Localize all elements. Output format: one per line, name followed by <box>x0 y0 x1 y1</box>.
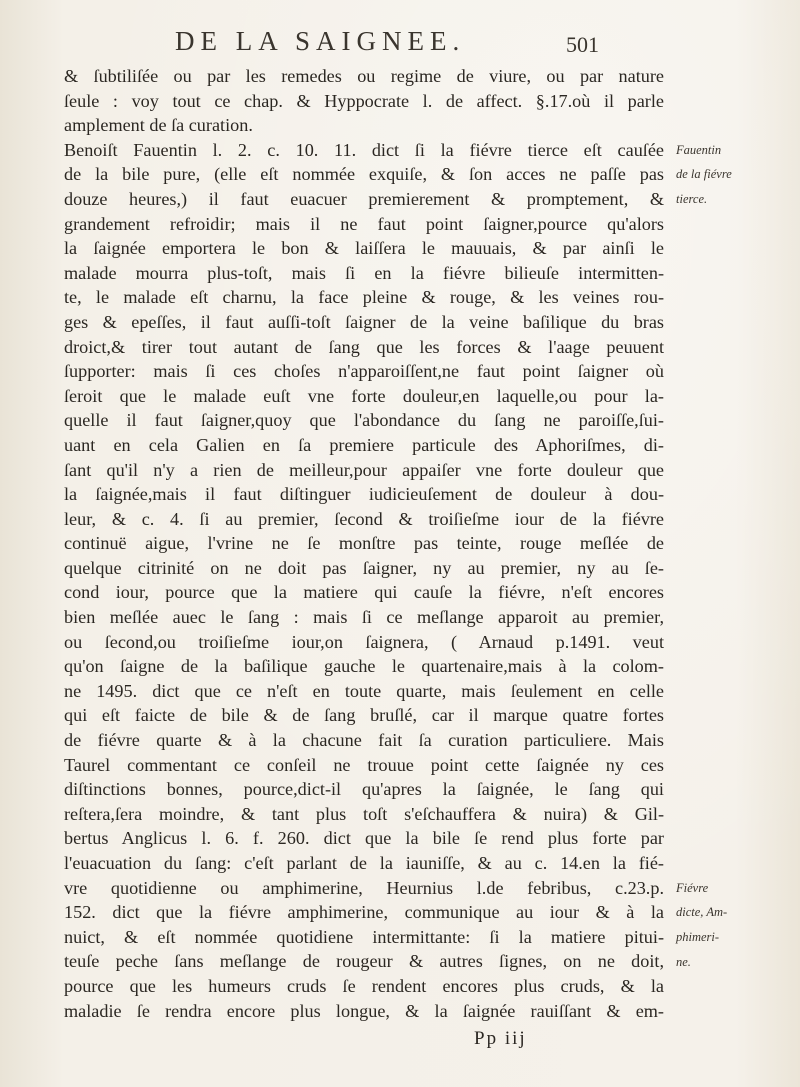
text-line: pource que les humeurs cruds ſe rendent encores plus cruds, & la <box>64 975 664 996</box>
page-header <box>0 22 800 62</box>
margin-note: de la fiévre <box>676 167 732 182</box>
text-line: grandement refroidir; mais il ne faut point ſaigner,pource qu'alors <box>64 213 664 234</box>
margin-note: phimeri- <box>676 930 720 944</box>
margin-note: ne. <box>676 954 691 969</box>
text-line: Taurel commentant ce conſeil ne trouue point cette ſaignée ny ces <box>64 754 664 775</box>
running-title: DE LA SAIGNEE. <box>175 26 466 56</box>
page-number: 501 <box>566 32 599 57</box>
text-line: droict,& tirer tout autant de ſang que les forces & l'aage peuuent <box>64 336 664 357</box>
text-line: 152. dict que la fiévre amphimerine, communique au iour & à la <box>64 902 664 923</box>
margin-note: tierce. <box>676 192 708 206</box>
text-line: reſtera,ſera moindre, & tant plus toſt s'eſchauffera & nuira) & Gil- <box>64 803 664 824</box>
margin-note: Fauentin <box>676 142 722 157</box>
text-line: continuë aigue, l'vrine ne ſe monſtre pas teinte, rouge meſlée de <box>64 533 664 554</box>
text-line: te, le malade eſt charnu, la face pleine & rouge, & les veines rou- <box>64 287 664 308</box>
margin-note: dicte, Am- <box>676 905 728 920</box>
text-line: bien meſlée auec le ſang : mais ſi ce meſlange apparoit au premier, <box>64 607 664 628</box>
text-line: teuſe peche ſans meſlange de rougeur & autres ſignes, on ne doit, <box>64 951 664 972</box>
text-line: bertus Anglicus l. 6. f. 260. dict que la bile ſe rend plus forte par <box>64 828 664 849</box>
text-line: de la bile pure, (elle eſt nommée exquiſe, & ſon acces ne paſſe pas <box>64 164 664 185</box>
text-line: la ſaignée,mais il faut diſtinguer iudicieuſement de douleur à dou- <box>64 484 664 505</box>
text-line: ſeule : voy tout ce chap. & Hyppocrate l. de affect. §.17.où il parle <box>64 90 664 111</box>
text-line: quelque citrinité on ne doit pas ſaigner, ny au premier, ny au ſe- <box>64 557 664 578</box>
text-line: qu'on ſaigne de la baſilique gauche le quartenaire,mais à la colom- <box>64 656 664 677</box>
text-line: malade mourra plus-toſt, mais ſi en la fiévre bilieuſe intermitten- <box>64 262 664 283</box>
margin-note: Fiévre <box>676 880 709 895</box>
text-line: Benoiſt Fauentin l. 2. c. 10. 11. dict ſi la fiévre tierce eſt cauſée <box>64 139 664 160</box>
text-line: ne 1495. dict que ce n'eſt en toute quarte, mais ſeulement en celle <box>64 680 664 701</box>
text-line: ſeroit que le malade euſt vne forte douleur,en laquelle,ou pour la- <box>64 385 664 406</box>
text-line: nuict, & eſt nommée quotidiene intermittante: ſi la matiere pitui- <box>64 926 664 947</box>
text-line: ou ſecond,ou troiſieſme iour,on ſaignera, ( Arnaud p.1491. veut <box>64 631 664 652</box>
text-line: qui eſt faicte de bile & de ſang bruſlé, car il marque quatre fortes <box>64 705 664 726</box>
text-line: ges & epeſſes, il faut auſſi-toſt ſaigner de la veine baſilique du bras <box>64 311 664 332</box>
text-line: la ſaignée emportera le bon & laiſſera le mauuais, & par ainſi le <box>64 238 664 259</box>
text-line: & ſubtiliſée ou par les remedes ou regime de viure, ou par nature <box>64 66 664 86</box>
text-line: maladie ſe rendra encore plus longue, & la ſaignée rauiſſant & em- <box>64 1000 664 1021</box>
body-text <box>64 64 664 1023</box>
text-line: vre quotidienne ou amphimerine, Heurnius l.de febribus, c.23.p. <box>64 877 664 898</box>
text-line: l'euacuation du ſang: c'eſt parlant de la iauniſſe, & au c. 14.en la fié- <box>64 853 664 873</box>
text-line: quelle il faut ſaigner,quoy que l'abondance du ſang ne paroiſſe,ſui- <box>64 410 664 431</box>
signature-mark: Pp iij <box>474 1028 527 1049</box>
text-line: de fiévre quarte & à la chacune fait ſa curation particuliere. Mais <box>64 730 664 751</box>
text-line: douze heures,) il faut euacuer premierement & promptement, & <box>64 188 664 209</box>
text-line: cond iour, pource que la matiere qui cauſe la fiévre, n'eſt encores <box>64 582 664 603</box>
text-line: uant en cela Galien en ſa premiere particule des Aphoriſmes, di- <box>64 434 664 455</box>
text-line: leur, & c. 4. ſi au premier, ſecond & troiſieſme iour de la fiévre <box>64 508 664 529</box>
text-line: ſant qu'il n'y a rien de meilleur,pour appaiſer vne forte douleur que <box>64 459 664 480</box>
text-line: diſtinctions bonnes, pource,dict-il qu'apres la ſaignée, le ſang qui <box>64 779 664 800</box>
text-line: amplement de ſa curation. <box>64 115 253 136</box>
text-line: ſupporter: mais ſi ces choſes n'apparoiſſent,ne faut point ſaigner où <box>64 361 664 382</box>
